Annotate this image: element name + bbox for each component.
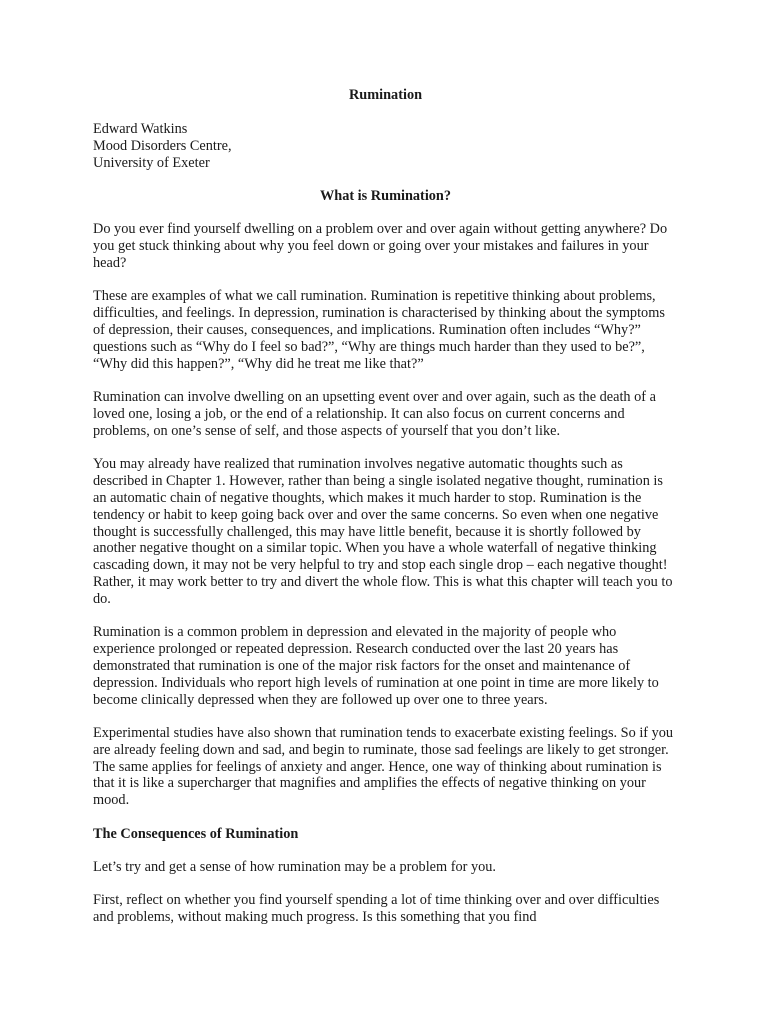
paragraph: These are examples of what we call rumination. Rumination is repetitive thinking about problems, difficulties, and feelings. In depression, rumination is characterised by thinking about the symptoms of depression, their causes, consequences, and implications. Rumination often includes “Why?” questions such as “Why do I feel so bad?”, “Why are things much harder than they used to be?”, “Why did this happen?”, “Why did he treat me like that?” bbox=[93, 288, 665, 372]
paragraph: First, reflect on whether you find yourself spending a lot of time thinking over and over difficulties and problems, without making much progress. Is this something that you find bbox=[93, 892, 660, 926]
author-name: Edward Watkins bbox=[93, 121, 188, 137]
paragraph: Let’s try and get a sense of how rumination may be a problem for you. bbox=[93, 858, 496, 875]
author-block bbox=[93, 121, 678, 171]
paragraph: You may already have realized that rumination involves negative automatic thoughts such as described in Chapter 1. However, rather than being a single isolated negative thought, rumination is an automatic chain of negative thoughts, which makes it much harder to stop. Rumination is the tendency or habit to keep going back over and over the same concerns. So even when one negative thought is successfully challenged, this may have little benefit, because it is shortly followed by another negative thought on a similar topic. When you have a whole waterfall of negative thinking cascading down, it may not be very helpful to try and stop each single drop – each negative thought! Rather, it may work better to try and divert the whole flow. This is what this chapter will teach you to do. bbox=[93, 456, 673, 607]
paragraph: Rumination can involve dwelling on an upsetting event over and over again, such as the death of a loved one, losing a job, or the end of a relationship. It can also focus on current concerns and problems, on one’s sense of self, and those aspects of yourself that you don’t like. bbox=[93, 389, 656, 439]
paragraph: Rumination is a common problem in depression and elevated in the majority of people who experience prolonged or repeated depression. Research conducted over the last 20 years has demonstrated that rumination is one of the major risk factors for the onset and maintenance of depression. Individuals who report high levels of rumination at one point in time are more likely to become clinically depressed when they are followed up over one to three years. bbox=[93, 624, 659, 708]
author-department: Mood Disorders Centre, bbox=[93, 137, 232, 154]
author-institution: University of Exeter bbox=[93, 154, 210, 171]
document-title: Rumination bbox=[348, 87, 423, 103]
section-heading-what-is-rumination: What is Rumination? bbox=[319, 188, 452, 205]
paragraph: Experimental studies have also shown that rumination tends to exacerbate existing feelings. So if you are already feeling down and sad, and begin to ruminate, those sad feelings are likely to get stronger. The same applies for feelings of anxiety and anger. Hence, one way of thinking about rumination is that it is like a supercharger that magnifies and amplifies the effects of negative thinking on your mood. bbox=[93, 725, 674, 809]
section-heading-consequences: The Consequences of Rumination bbox=[93, 825, 299, 842]
paragraph: Do you ever find yourself dwelling on a problem over and over again without getting anywhere? Do you get stuck thinking about why you feel down or going over your mistakes and failures in your head? bbox=[93, 221, 668, 271]
document-page bbox=[93, 87, 678, 943]
